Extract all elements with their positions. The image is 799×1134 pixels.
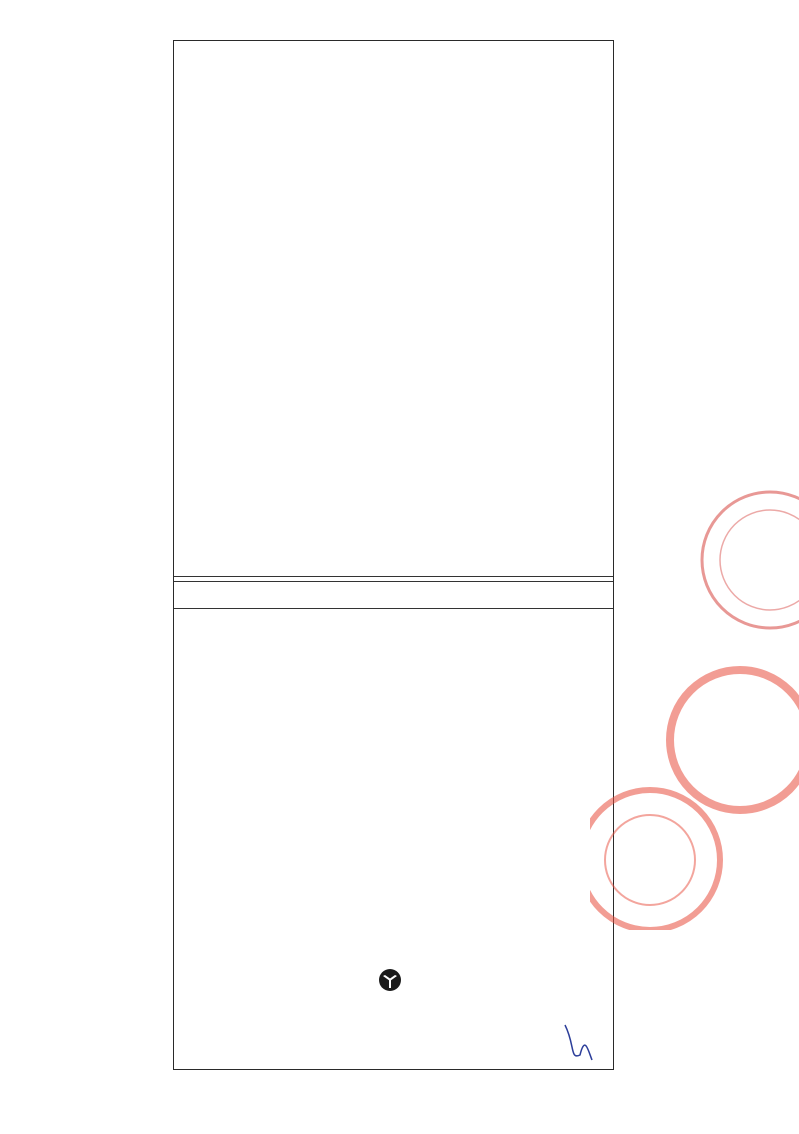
healthcare-banner [174, 581, 613, 609]
approval-block [570, 940, 790, 944]
leaflet-sheet [173, 40, 614, 1070]
company-stamp-icon [690, 480, 799, 640]
merap-logo [174, 965, 613, 995]
signature-stroke-icon [560, 1015, 600, 1065]
merap-emblem-icon [378, 968, 402, 992]
authority-stamp-icon [590, 660, 799, 930]
manufacturer-footer [174, 961, 613, 995]
